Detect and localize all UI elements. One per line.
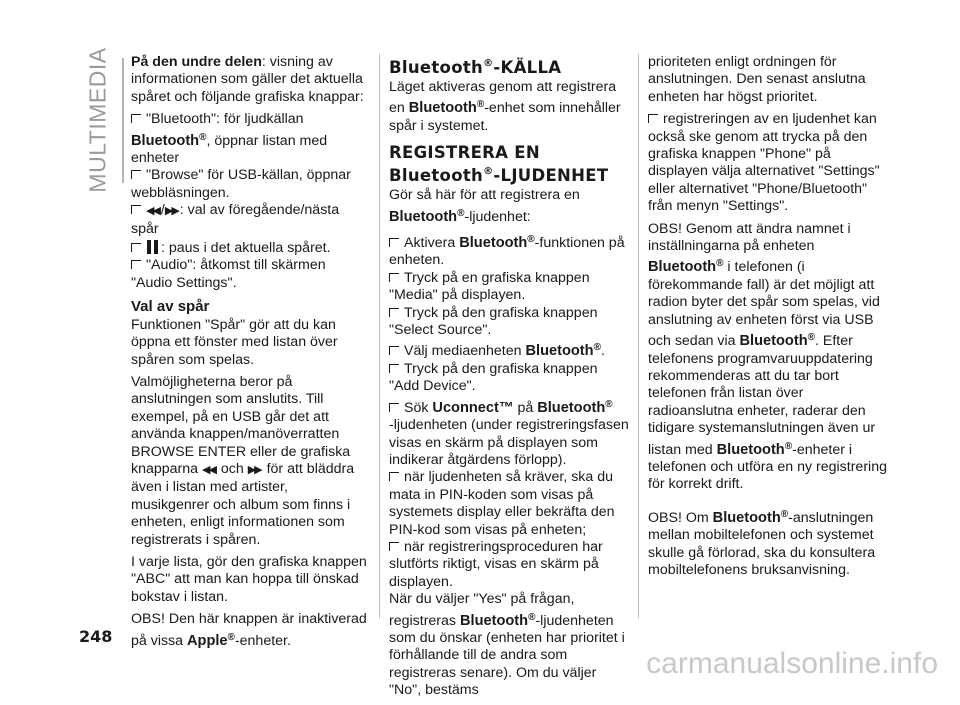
list-item: "Audio": åtkomst till skärmen "Audio Settings". — [131, 257, 326, 291]
previous-track-icon: ◀◀ — [202, 463, 215, 476]
list-item: "Bluetooth": för ljudkällan Bluetooth®, öppnar listan med enheter — [131, 111, 328, 167]
list-item: Aktivera Bluetooth®-funktionen på enheten. — [389, 234, 625, 269]
bullet-square-icon — [389, 308, 399, 317]
list-item: ◀◀ /▶▶ : val av föregående/nästa spår — [131, 202, 340, 237]
list-item: : paus i det aktuella spåret. — [131, 238, 369, 257]
column-2 — [389, 54, 629, 705]
bullet-square-icon — [389, 542, 399, 551]
section-title: MULTIMEDIA — [84, 47, 111, 193]
paragraph-note: OBS! Den här knappen är inaktiverad på vissa Apple®-enheter. — [131, 611, 367, 649]
previous-track-icon: ◀◀ — [146, 205, 159, 218]
paragraph-note: OBS! Genom att ändra namnet i inställningarna på enheten Bluetooth® i telefonen (i förekommande fall) är det möjligt att radion byter det spår som spelas, vid anslutning av enheten först via USB och sedan via Bluetooth®. Efter telefonens programvaruuppdatering rekommenderas att du tar bort telefonen från listan över radioanslutna enheter, raderar den tidigare systemanslutningen även ur listan med Bluetooth®-enheter i telefonen och utföra en ny registrering för korrekt drift. — [648, 220, 887, 493]
paragraph: Läget aktiveras genom att registrera en Bluetooth®-enhet som innehåller spår i systemet. — [389, 79, 621, 134]
next-track-icon: ▶▶ — [164, 205, 178, 218]
bullet-square-icon — [389, 273, 399, 282]
paragraph: prioriteten enligt ordningen för anslutningen. Den senast anslutna enheten har högst prioritet. — [648, 54, 866, 105]
paragraph-lower-section: På den undre delen: visning av informationen som gäller det aktuella spåret och följande grafiska knappar: — [131, 54, 364, 105]
next-track-icon: ▶▶ — [247, 463, 261, 476]
bullet-square-icon — [131, 205, 141, 214]
subheading-track-selection: Val av spår — [131, 298, 210, 316]
bullet-square-icon — [648, 114, 658, 123]
paragraph: I varje lista, gör den grafiska knappen "ABC" att man kan hoppa till önskad bokstav i listan. — [131, 553, 367, 605]
section-side-tab — [78, 47, 118, 193]
bullet-square-icon — [131, 243, 141, 252]
column-3 — [648, 54, 888, 584]
list-item: Tryck på en grafiska knappen "Media" på displayen. — [389, 269, 590, 304]
bullet-square-icon — [389, 238, 399, 247]
bullet-square-icon — [389, 364, 399, 373]
list-item: "Browse" för USB-källan, öppnar webbläsningen. — [131, 167, 351, 201]
list-item: Tryck på den grafiska knappen "Add Device". — [389, 360, 598, 395]
list-item: registreringen av en ljudenhet kan också ske genom att trycka på den grafiska knappen "Phone" på displayen välja alternativet "Settings" eller alternativet "Phone/Bluetooth" från menyn "Settings". — [648, 111, 880, 215]
paragraph: Funktionen "Spår" gör att du kan öppna ett fönster med listan över spåren som spelas. — [131, 316, 338, 368]
heading-bluetooth-source: Bluetooth®-KÄLLA — [389, 58, 562, 77]
watermark: carmanualsonline.info — [646, 647, 938, 680]
column-divider — [379, 54, 380, 618]
paragraph: När du väljer "Yes" på frågan, registreras Bluetooth®-ljudenheten som du önskar (enheten har prioritet i förhållande till de andra som registreras senare). Om du väljer "No", bestäms — [389, 591, 625, 699]
paragraph-note: OBS! Om Bluetooth®-anslutningen mellan mobiltelefonen och systemet skulle gå förlorad, ska du konsultera mobiltelefonens bruksanvisning. — [648, 508, 876, 578]
paragraph: Valmöjligheterna beror på anslutningen som anslutits. Till exempel, på en USB går det att använda knappen/manöverratten BROWSE ENTER eller de grafiska knapparna ◀◀ och ▶▶ för att bläddra även i listan med artister, musikgenrer och album som finns i enheten, enligt informationen som registrerats i spåren. — [131, 373, 355, 548]
bullet-square-icon — [389, 472, 399, 481]
bullet-square-icon — [389, 403, 399, 412]
list-item: Sök Uconnect™ på Bluetooth® -ljudenheten (under registreringsfasen visas en skärm på displayen som indikerar åtgärdens förlopp). — [389, 398, 629, 468]
column-1 — [131, 54, 369, 655]
pause-icon — [146, 240, 159, 254]
bullet-square-icon — [131, 114, 141, 123]
heading-register-device: REGISTRERA EN Bluetooth®-LJUDENHET — [389, 143, 609, 186]
list-item: Tryck på den grafiska knappen "Select Source". — [389, 304, 598, 339]
page-number: 248 — [79, 627, 113, 646]
bullet-square-icon — [131, 170, 141, 179]
side-tab-divider — [122, 58, 124, 183]
list-item: när ljudenheten så kräver, ska du mata in PIN-koden som visas på systemets display eller bekräfta den PIN-kod som visas på enheten; — [389, 469, 615, 538]
list-item: när registreringsproceduren har slutförts riktigt, visas en skärm på displayen. — [389, 538, 603, 590]
bullet-square-icon — [389, 346, 399, 355]
list-item: Välj mediaenheten Bluetooth®. — [389, 339, 629, 360]
bullet-square-icon — [131, 260, 141, 269]
column-divider — [638, 54, 639, 618]
paragraph: Gör så här för att registrera en Bluetooth®-ljudenhet: — [389, 187, 580, 225]
